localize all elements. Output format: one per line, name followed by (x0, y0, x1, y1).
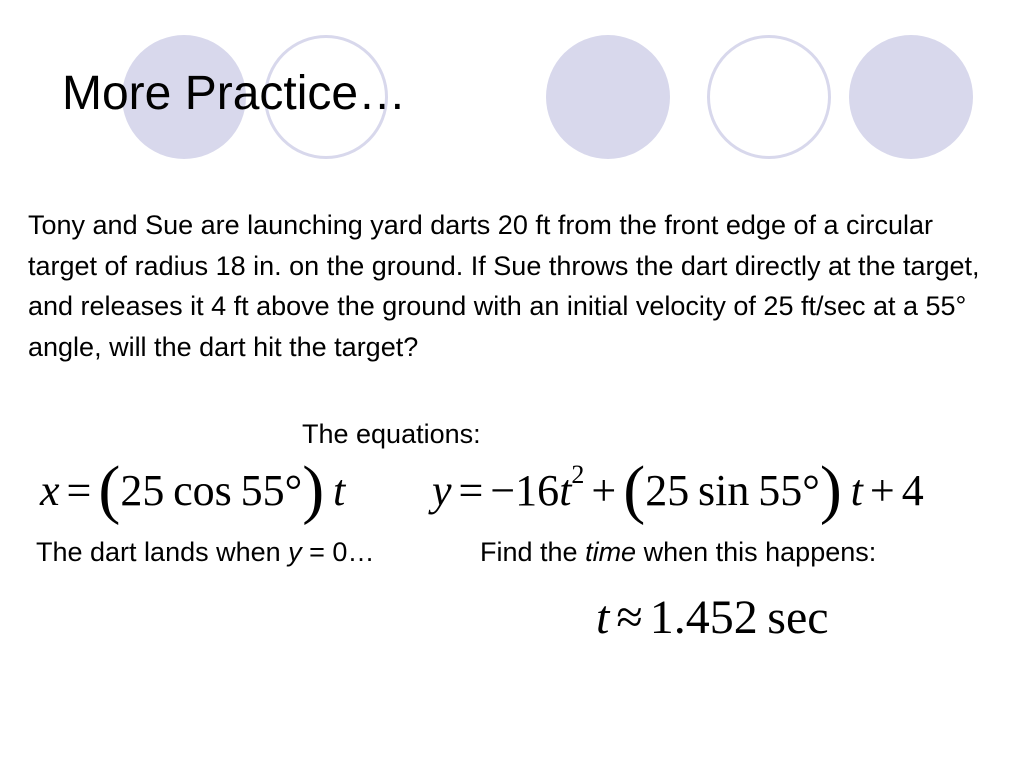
find-after: when this happens: (636, 537, 877, 567)
lands-before: The dart lands when (36, 537, 289, 567)
equations-label: The equations: (302, 419, 481, 449)
answer-value: 1.452 (649, 591, 758, 644)
decor-circle-2 (546, 35, 670, 159)
answer-unit: sec (767, 591, 829, 644)
eq-x-fn: cos (173, 466, 232, 515)
eq-y-t2: t (850, 466, 863, 515)
equation-x (40, 452, 345, 528)
eq-x-var: x (40, 466, 60, 515)
eq-x-angle: 55° (240, 466, 303, 515)
answer-approx: ≈ (616, 591, 643, 644)
eq-x-rparen: ) (302, 453, 325, 526)
eq-x-lparen: ( (98, 453, 121, 526)
eq-y-coef: 25 (645, 466, 690, 515)
eq-y-plus-2: + (869, 466, 895, 515)
eq-y-t: t (559, 466, 572, 515)
eq-y-const: 4 (901, 466, 924, 515)
find-time-text (480, 537, 876, 568)
eq-y-rparen: ) (819, 453, 842, 526)
answer-var: t (596, 591, 610, 644)
problem-text: Tony and Sue are launching yard darts 20 ft from the front edge of a circular target of radius 18 in. on the ground. If Sue throws the dart directly at the target, and releases it 4 ft above the ground with an initial velocity of 25 ft/sec at a 55° angle, will the dart hit the target? (28, 210, 980, 362)
dart-lands-text (36, 537, 374, 568)
eq-y-fn: sin (698, 466, 750, 515)
equation-y (432, 452, 924, 528)
answer-equation (596, 590, 829, 645)
slide-title: More Practice… (62, 67, 407, 120)
eq-x-equals: = (66, 466, 92, 515)
eq-y-var: y (432, 466, 452, 515)
eq-y-exponent: 2 (571, 460, 585, 489)
find-emph: time (585, 537, 637, 567)
eq-x-coef: 25 (120, 466, 165, 515)
eq-y-equals: = (458, 466, 484, 515)
decor-ring-2 (707, 35, 831, 159)
find-before: Find the (480, 537, 586, 567)
eq-y-lead: −16 (490, 466, 560, 515)
eq-y-lparen: ( (623, 453, 646, 526)
eq-y-angle: 55° (758, 466, 820, 515)
eq-y-plus-1: + (591, 466, 617, 515)
decor-circle-3 (849, 35, 973, 159)
lands-var: y (288, 537, 302, 567)
lands-after: = 0… (301, 537, 375, 567)
eq-x-t: t (333, 466, 346, 515)
